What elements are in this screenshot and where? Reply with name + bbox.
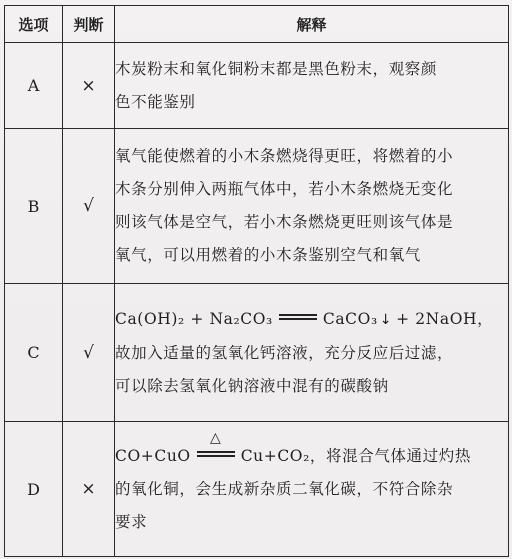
table-row	[5, 43, 509, 129]
row-option: D	[5, 422, 63, 557]
explanation-line: 木条分别伸入两瓶气体中，若小木条燃烧无变化	[115, 180, 454, 198]
table-row	[5, 129, 509, 284]
row-judge: ×	[63, 43, 115, 129]
row-judge: √	[63, 129, 115, 284]
table-header-row	[5, 6, 509, 43]
explanation-line: 木炭粉末和氧化铜粉末都是黑色粉末，观察颜	[115, 59, 438, 78]
equation-reactants: CO+CuO	[115, 446, 191, 465]
equation-product: CaCO₃	[322, 309, 378, 328]
explanation-line: 氧气能使燃着的小木条燃烧得更旺，将燃着的小	[115, 147, 454, 165]
row-option: A	[5, 43, 63, 129]
chemical-equation	[115, 429, 508, 473]
row-judge: √	[63, 284, 115, 422]
explanation-line: 故加入适量的氢氧化钙溶液，充分反应后过滤，	[115, 343, 454, 362]
equation-reactants: Ca(OH)₂ + Na₂CO₃	[115, 309, 273, 328]
chemical-equation	[115, 303, 508, 337]
equation-product: Cu+CO₂，将混合气体通过灼热	[240, 446, 471, 465]
explanation-line: 色不能鉴别	[115, 92, 196, 111]
equation-tail: + 2NaOH，	[396, 309, 494, 328]
heat-condition-icon: △	[210, 429, 222, 446]
explanation-line: 氧气，可以用燃着的小木条鉴别空气和氧气	[115, 246, 421, 264]
row-option: B	[5, 129, 63, 284]
explanation-table	[4, 5, 509, 557]
row-explanation	[115, 422, 509, 557]
header-judge: 判断	[63, 6, 115, 43]
explanation-line: 的氧化铜，会生成新杂质二氧化碳，不符合除杂	[115, 479, 454, 498]
row-explanation	[115, 129, 509, 284]
header-explanation: 解释	[115, 6, 509, 43]
row-explanation	[115, 284, 509, 422]
table-row	[5, 422, 509, 557]
row-judge: ×	[63, 422, 115, 557]
equation-equals-sign	[279, 314, 317, 324]
equation-equals-sign	[197, 429, 235, 461]
row-explanation	[115, 43, 509, 129]
header-option: 选项	[5, 6, 63, 43]
explanation-line: 要求	[115, 512, 148, 531]
table-row	[5, 284, 509, 422]
precipitate-arrow-icon: ↓	[379, 311, 393, 328]
explanation-line: 则该气体是空气，若小木条燃烧更旺则该气体是	[115, 213, 454, 231]
explanation-line: 可以除去氢氧化钠溶液中混有的碳酸钠	[115, 376, 389, 395]
row-option: C	[5, 284, 63, 422]
